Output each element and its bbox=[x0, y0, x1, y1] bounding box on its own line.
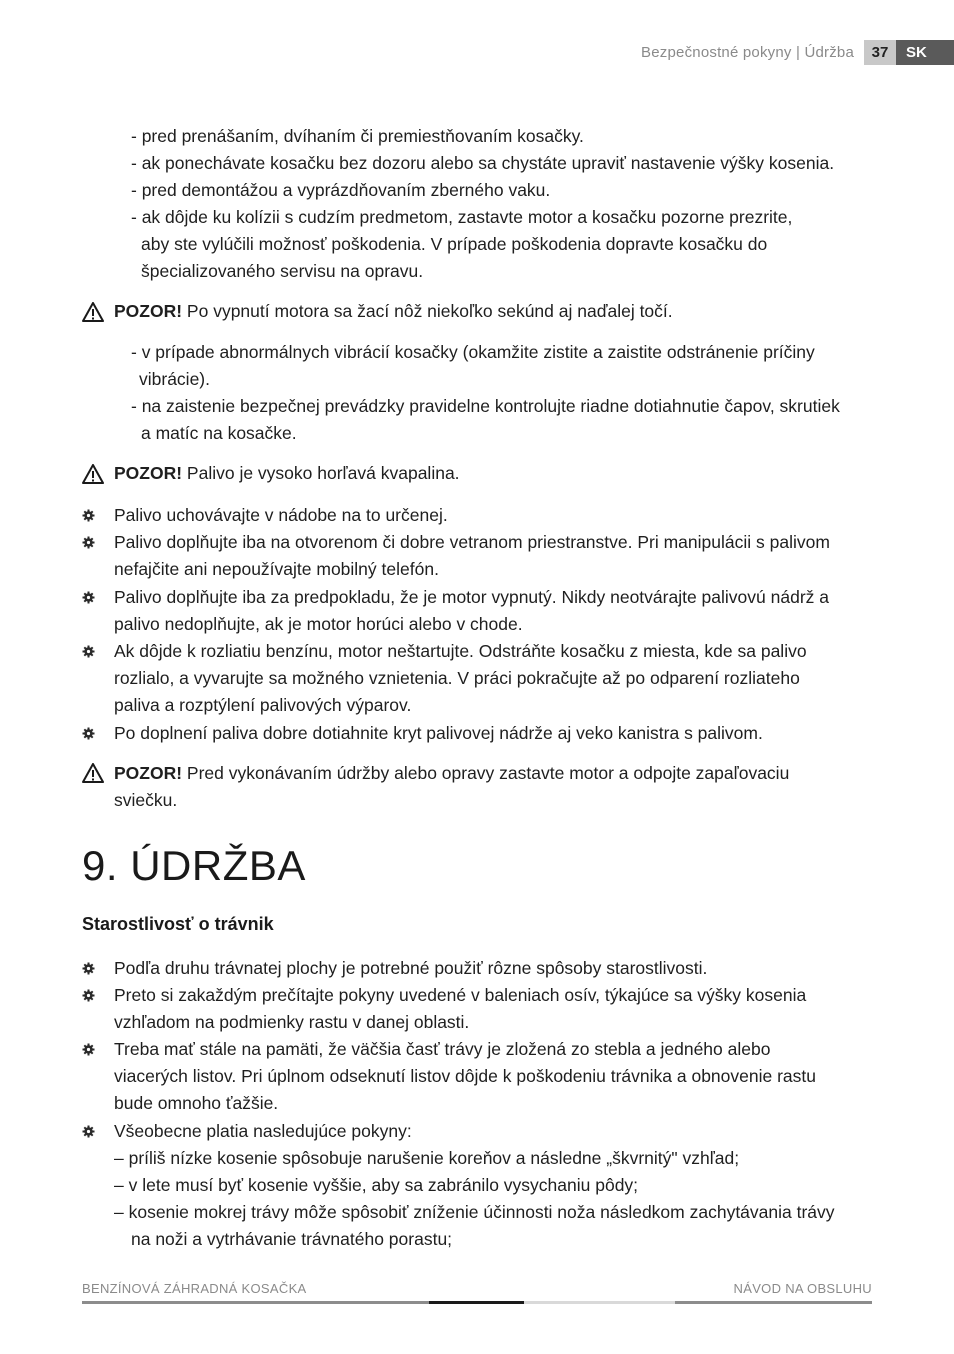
warning-text bbox=[114, 460, 460, 487]
list-item: Podľa druhu trávnatej plochy je potrebné použiť rôzne spôsoby starostlivosti. bbox=[114, 958, 708, 978]
header-section: Bezpečnostné pokyny | Údržba bbox=[641, 44, 854, 61]
list-item: - na zaistenie bezpečnej prevádzky pravidelne kontrolujte riadne dotiahnutie čapov, skrutiek bbox=[131, 396, 840, 416]
footer-rule bbox=[675, 1301, 872, 1304]
list-item: Palivo doplňujte iba na otvorenom či dobre vetranom priestranstve. Pri manipulácii s palivom bbox=[114, 532, 830, 552]
list-item: Preto si zakaždým prečítajte pokyny uvedené v baleniach osív, týkajúce sa výšky kosenia bbox=[114, 985, 807, 1005]
list-item: - v prípade abnormálnych vibrácií kosačky (okamžite zistite a zaistite odstránenie príčiny bbox=[131, 342, 815, 362]
gear-bullet-icon bbox=[82, 989, 95, 1002]
sub-list-item: – príliš nízke kosenie spôsobuje narušenie koreňov a následne „škvrnitý" vzhľad; bbox=[114, 1148, 740, 1168]
language-tag: SK bbox=[896, 40, 954, 65]
warning-triangle-icon bbox=[82, 302, 104, 322]
sub-list-item-continuation: na noži a vytrhávanie trávnatého porastu; bbox=[131, 1229, 453, 1249]
list-item: Treba mať stále na pamäti, že väčšia časť trávy je zložená zo stebla a jedného alebo bbox=[114, 1039, 771, 1059]
list-item: Ak dôjde k rozliatiu benzínu, motor neštartujte. Odstráňte kosačku z miesta, kde sa palivo bbox=[114, 641, 807, 661]
list-item: Palivo doplňujte iba za predpokladu, že je motor vypnutý. Nikdy neotvárajte palivovú nádrž a bbox=[114, 587, 829, 607]
gear-bullet-icon bbox=[82, 727, 95, 740]
warning-label: POZOR! bbox=[114, 301, 183, 321]
warning-label: POZOR! bbox=[114, 463, 183, 483]
list-item-continuation: a matíc na kosačke. bbox=[141, 423, 297, 443]
list-item-continuation: palivo nedoplňujte, ak je motor horúci alebo v chode. bbox=[114, 614, 523, 634]
warning-triangle-icon bbox=[82, 763, 104, 783]
warning-triangle-icon bbox=[82, 464, 104, 484]
list-item-continuation: aby ste vylúčili možnosť poškodenia. V prípade poškodenia dopravte kosačku do bbox=[141, 234, 768, 254]
warning-label: POZOR! bbox=[114, 763, 183, 783]
warning-body: Pred vykonávaním údržby alebo opravy zastavte motor a odpojte zapaľovaciu bbox=[182, 763, 790, 783]
list-item-continuation: bude omnoho ťažšie. bbox=[114, 1093, 279, 1113]
list-item-continuation: rozlialo, a vyvarujte sa možného vznietenia. V práci pokračujte až po odparení rozliateho bbox=[114, 668, 800, 688]
footer-document-type: NÁVOD NA OBSLUHU bbox=[733, 1281, 872, 1296]
gear-bullet-icon bbox=[82, 1125, 95, 1138]
warning-text-continuation: sviečku. bbox=[114, 790, 178, 810]
list-item-continuation: viacerých listov. Pri úplnom odseknutí listov dôjde k poškodeniu trávnika a obnovenie rastu bbox=[114, 1066, 816, 1086]
warning-text bbox=[114, 298, 673, 325]
warning-text bbox=[114, 760, 789, 787]
footer-product-name: BENZÍNOVÁ ZÁHRADNÁ KOSAČKA bbox=[82, 1281, 307, 1296]
sub-list-item: – kosenie mokrej trávy môže spôsobiť zníženie účinnosti noža následkom zachytávania trávy bbox=[114, 1202, 835, 1222]
sub-list-item: – v lete musí byť kosenie vyššie, aby sa zabránilo vysychaniu pôdy; bbox=[114, 1175, 639, 1195]
list-item-continuation: špecializovaného servisu na opravu. bbox=[141, 261, 424, 281]
gear-bullet-icon bbox=[82, 645, 95, 658]
list-item: - ak ponechávate kosačku bez dozoru alebo sa chystáte upraviť nastavenie výšky kosenia. bbox=[131, 153, 835, 173]
gear-bullet-icon bbox=[82, 509, 95, 522]
page-header bbox=[641, 40, 954, 65]
list-item: - pred demontážou a vyprázdňovaním zberného vaku. bbox=[131, 180, 551, 200]
section-heading: 9. ÚDRŽBA bbox=[82, 842, 306, 889]
subheading: Starostlivosť o trávnik bbox=[82, 914, 274, 934]
list-item-continuation: vibrácie). bbox=[139, 369, 210, 389]
list-item: Palivo uchovávajte v nádobe na to určenej. bbox=[114, 505, 448, 525]
warning-body: Palivo je vysoko horľavá kvapalina. bbox=[182, 463, 460, 483]
list-item: Po doplnení paliva dobre dotiahnite kryt palivovej nádrže aj veko kanistra s palivom. bbox=[114, 723, 763, 743]
gear-bullet-icon bbox=[82, 962, 95, 975]
list-item-continuation: paliva a rozptýlení palivových výparov. bbox=[114, 695, 412, 715]
list-item-continuation: nefajčite ani nepoužívajte mobilný telefón. bbox=[114, 559, 439, 579]
list-item: Všeobecne platia nasledujúce pokyny: bbox=[114, 1121, 412, 1141]
gear-bullet-icon bbox=[82, 591, 95, 604]
footer-rule bbox=[524, 1301, 675, 1304]
list-item: - ak dôjde ku kolízii s cudzím predmetom, zastavte motor a kosačku pozorne prezrite, bbox=[131, 207, 793, 227]
list-item-continuation: vzhľadom na podmienky rastu v danej oblasti. bbox=[114, 1012, 470, 1032]
footer-rule bbox=[82, 1301, 429, 1304]
list-item: - pred prenášaním, dvíhaním či premiestňovaním kosačky. bbox=[131, 126, 584, 146]
footer-rule bbox=[429, 1301, 524, 1304]
gear-bullet-icon bbox=[82, 1043, 95, 1056]
page-number: 37 bbox=[864, 40, 896, 65]
gear-bullet-icon bbox=[82, 536, 95, 549]
warning-body: Po vypnutí motora sa žací nôž niekoľko sekúnd aj naďalej točí. bbox=[182, 301, 673, 321]
